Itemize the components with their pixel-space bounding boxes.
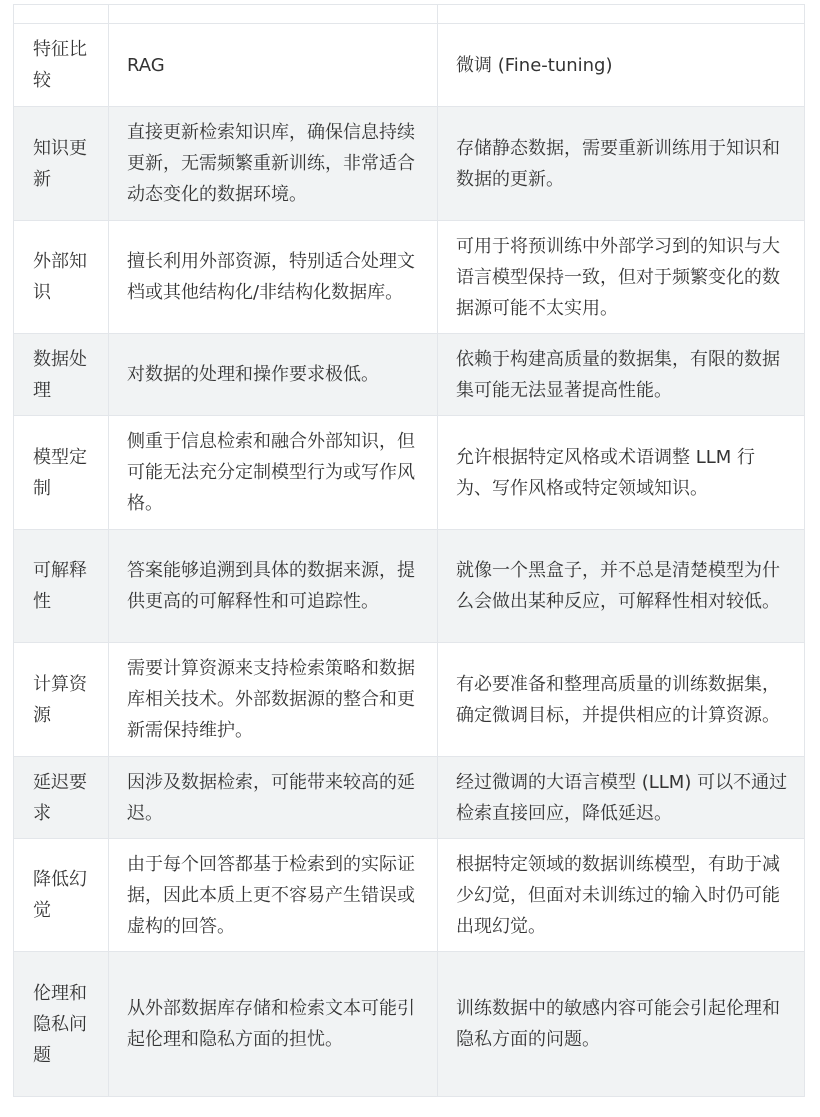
comparison-table-container: [13, 4, 804, 1097]
header-fine-tuning: 微调 (Fine-tuning): [438, 24, 805, 107]
row-feature: 可解释性: [14, 530, 109, 643]
spacer-cell: [109, 5, 438, 24]
table-row: [14, 530, 805, 643]
row-fine-tuning-cell: 依赖于构建高质量的数据集，有限的数据集可能无法显著提高性能。: [438, 334, 805, 416]
row-rag-cell: 因涉及数据检索，可能带来较高的延迟。: [109, 757, 438, 839]
spacer-cell: [438, 5, 805, 24]
row-fine-tuning-cell: 根据特定领域的数据训练模型，有助于减少幻觉，但面对未训练过的输入时仍可能出现幻觉。: [438, 839, 805, 952]
table-header-row: [14, 24, 805, 107]
table-row: [14, 416, 805, 530]
spacer-cell: [14, 5, 109, 24]
row-feature: 延迟要求: [14, 757, 109, 839]
row-fine-tuning-cell: 可用于将预训练中外部学习到的知识与大语言模型保持一致，但对于频繁变化的数据源可能不太实用。: [438, 221, 805, 334]
row-feature: 知识更新: [14, 107, 109, 221]
row-rag-cell: 对数据的处理和操作要求极低。: [109, 334, 438, 416]
table-row: [14, 839, 805, 952]
row-rag-cell: 需要计算资源来支持检索策略和数据库相关技术。外部数据源的整合和更新需保持维护。: [109, 643, 438, 757]
row-feature: 伦理和隐私问题: [14, 952, 109, 1097]
row-feature: 降低幻觉: [14, 839, 109, 952]
table-top-spacer-row: [14, 5, 805, 24]
row-rag-cell: 侧重于信息检索和融合外部知识，但可能无法充分定制模型行为或写作风格。: [109, 416, 438, 530]
table-row: [14, 643, 805, 757]
row-feature: 模型定制: [14, 416, 109, 530]
comparison-table: [13, 4, 805, 1097]
header-feature-comparison: 特征比较: [14, 24, 109, 107]
table-row: [14, 757, 805, 839]
row-fine-tuning-cell: 经过微调的大语言模型 (LLM) 可以不通过检索直接回应，降低延迟。: [438, 757, 805, 839]
header-rag: RAG: [109, 24, 438, 107]
row-feature: 外部知识: [14, 221, 109, 334]
row-fine-tuning-cell: 允许根据特定风格或术语调整 LLM 行为、写作风格或特定领域知识。: [438, 416, 805, 530]
row-feature: 数据处理: [14, 334, 109, 416]
table-row: [14, 221, 805, 334]
row-rag-cell: 直接更新检索知识库，确保信息持续更新，无需频繁重新训练，非常适合动态变化的数据环境。: [109, 107, 438, 221]
row-fine-tuning-cell: 有必要准备和整理高质量的训练数据集，确定微调目标，并提供相应的计算资源。: [438, 643, 805, 757]
table-row: [14, 107, 805, 221]
row-rag-cell: 从外部数据库存储和检索文本可能引起伦理和隐私方面的担忧。: [109, 952, 438, 1097]
table-row: [14, 334, 805, 416]
row-rag-cell: 由于每个回答都基于检索到的实际证据，因此本质上更不容易产生错误或虚构的回答。: [109, 839, 438, 952]
row-fine-tuning-cell: 训练数据中的敏感内容可能会引起伦理和隐私方面的问题。: [438, 952, 805, 1097]
row-fine-tuning-cell: 就像一个黑盒子，并不总是清楚模型为什么会做出某种反应，可解释性相对较低。: [438, 530, 805, 643]
table-row: [14, 952, 805, 1097]
row-rag-cell: 擅长利用外部资源，特别适合处理文档或其他结构化/非结构化数据库。: [109, 221, 438, 334]
row-fine-tuning-cell: 存储静态数据，需要重新训练用于知识和数据的更新。: [438, 107, 805, 221]
row-rag-cell: 答案能够追溯到具体的数据来源，提供更高的可解释性和可追踪性。: [109, 530, 438, 643]
row-feature: 计算资源: [14, 643, 109, 757]
